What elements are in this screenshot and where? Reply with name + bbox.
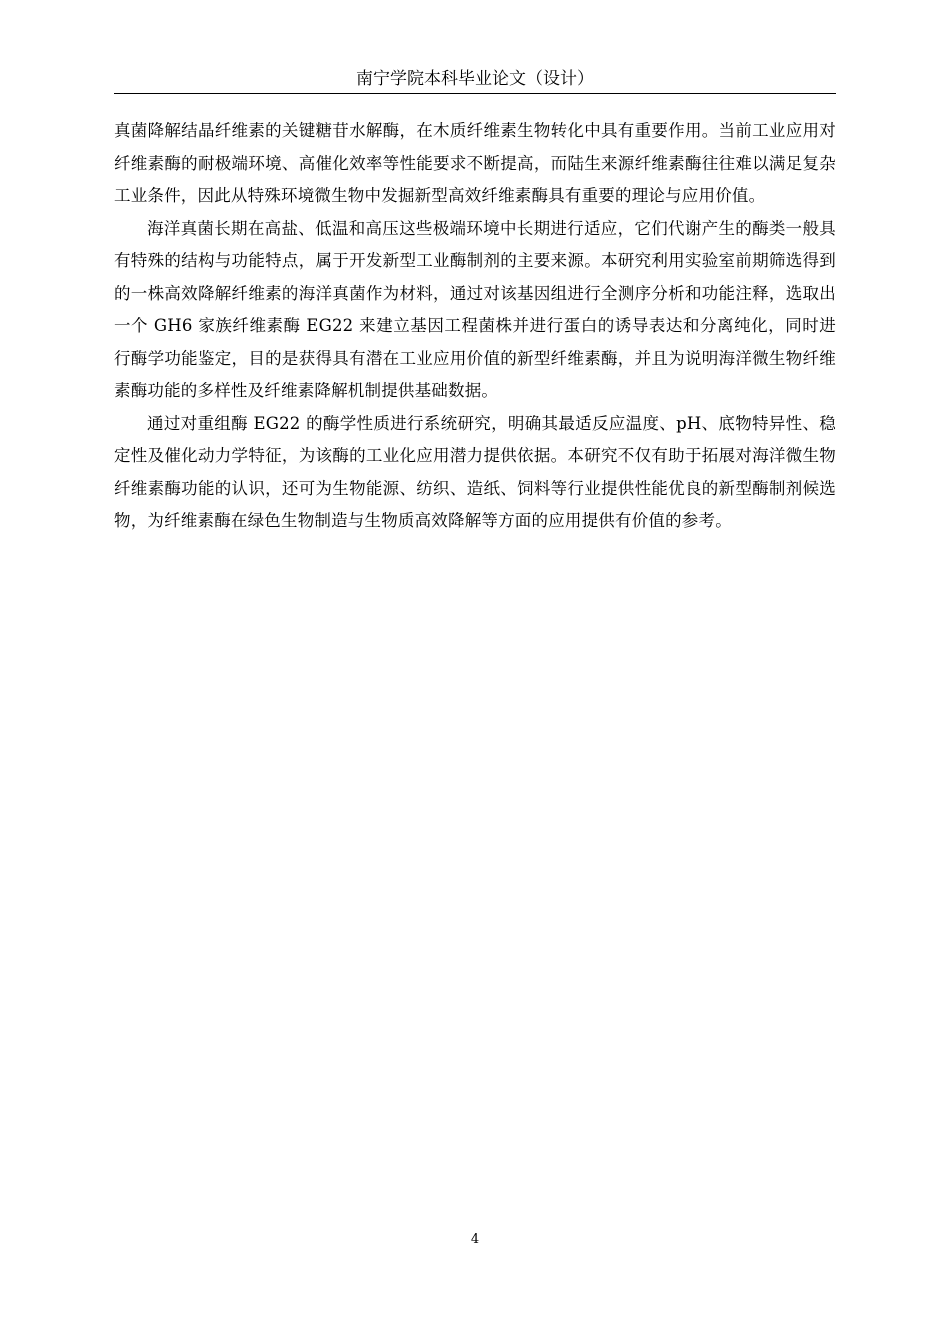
paragraph-3: 通过对重组酶 EG22 的酶学性质进行系统研究，明确其最适反应温度、pH、底物特异性、稳定性及催化动力学特征，为该酶的工业化应用潜力提供依据。本研究不仅有助于拓展对海洋微生物纤维素酶功能的认识，还可为生物能源、纺织、造纸、饲料等行业提供性能优良的新型酶制剂候选物，为纤维素酶在绿色生物制造与生物质高效降解等方面的应用提供有价值的参考。 [114, 413, 836, 530]
header-rule [114, 93, 836, 94]
page-number: 4 [470, 1232, 480, 1247]
page-header: 南宁学院本科毕业论文（设计） [356, 69, 594, 89]
paragraph-1: 真菌降解结晶纤维素的关键糖苷水解酶，在木质纤维素生物转化中具有重要作用。当前工业应用对纤维素酶的耐极端环境、高催化效率等性能要求不断提高，而陆生来源纤维素酶往往难以满足复杂工业条件，因此从特殊环境微生物中发掘新型高效纤维素酶具有重要的理论与应用价值。 [114, 121, 836, 205]
paragraph-2: 海洋真菌长期在高盐、低温和高压这些极端环境中长期进行适应，它们代谢产生的酶类一般具有特殊的结构与功能特点，属于开发新型工业酶制剂的主要来源。本研究利用实验室前期筛选得到的一株高效降解纤维素的海洋真菌作为材料，通过对该基因组进行全测序分析和功能注释，选取出一个 GH6 家族纤维素酶 EG22 来建立基因工程菌株并进行蛋白的诱导表达和分离纯化，同时进行酶学功能鉴定，目的是获得具有潜在工业应用价值的新型纤维素酶，并且为说明海洋微生物纤维素酶功能的多样性及纤维素降解机制提供基础数据。 [114, 218, 836, 400]
body-text [114, 115, 836, 538]
